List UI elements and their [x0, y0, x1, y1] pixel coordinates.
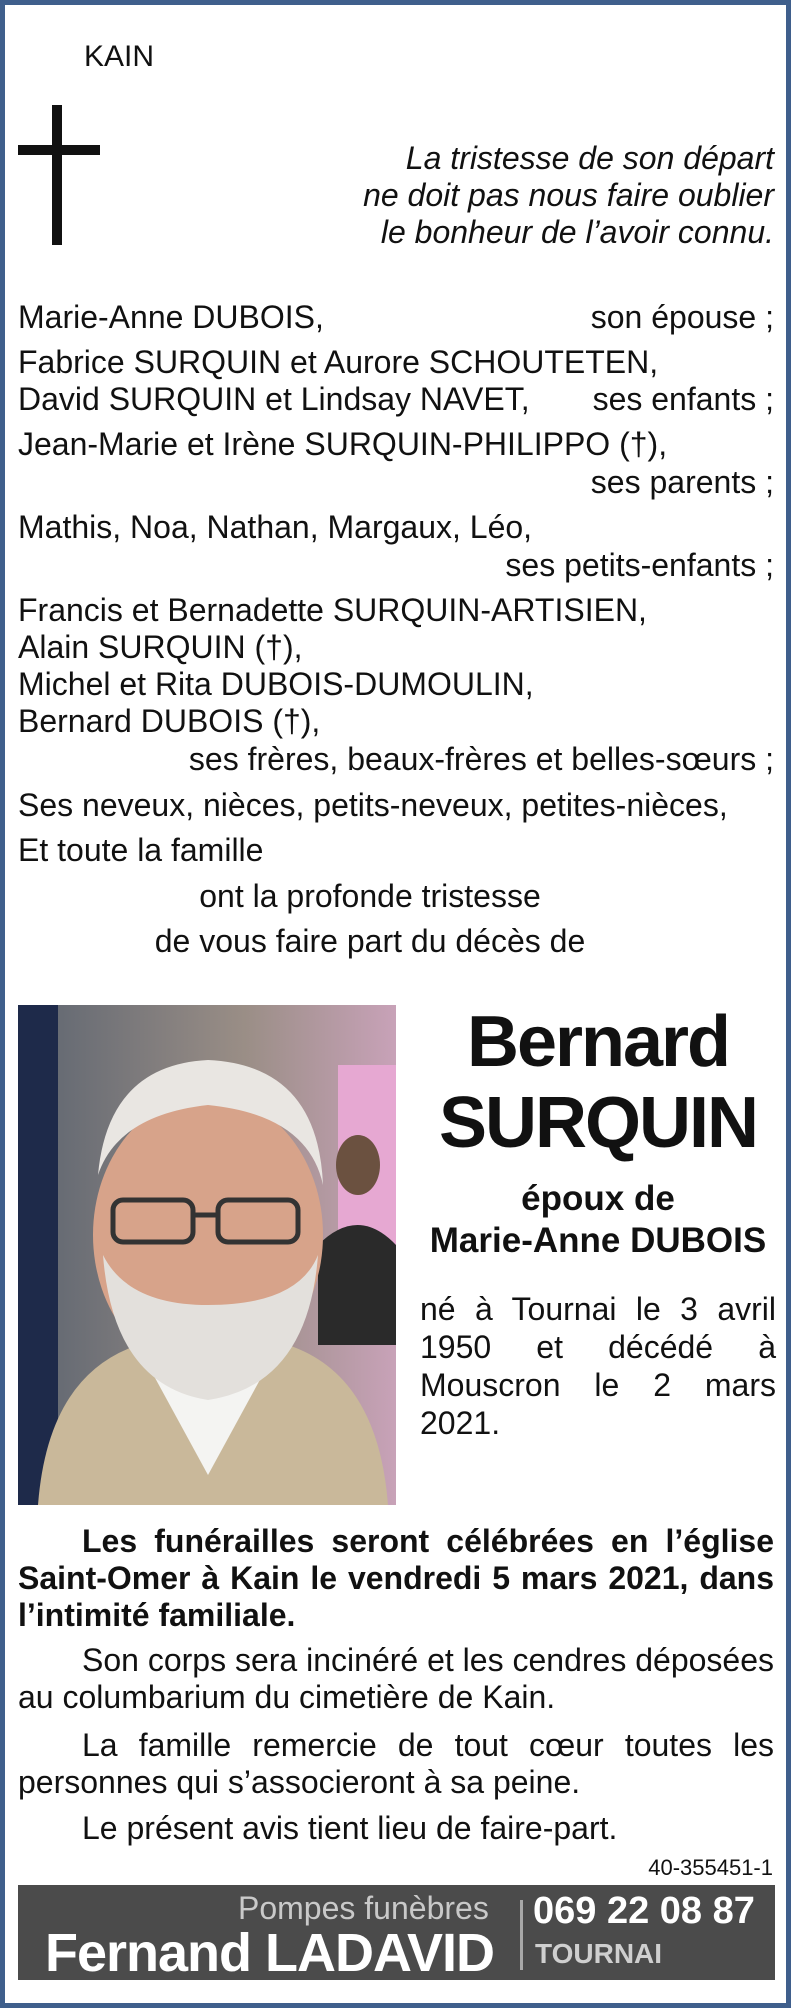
- funeral-home-phone: 069 22 08 87: [533, 1890, 755, 1932]
- grandchildren-names: Mathis, Noa, Nathan, Margaux, Léo,: [18, 509, 533, 545]
- children-line-2: [18, 380, 774, 418]
- announce-line-1: ont la profonde tristesse: [199, 878, 541, 914]
- children-role: ses enfants ;: [592, 381, 774, 417]
- siblings-line-1: Francis et Bernadette SURQUIN-ARTISIEN,: [18, 592, 647, 628]
- cremation-details: Son corps sera incinéré et les cendres déposées au columbarium du cimetière de Kain.: [18, 1642, 774, 1715]
- latin-cross-icon: [52, 105, 62, 245]
- grandchildren-role: ses petits-enfants ;: [505, 547, 774, 583]
- siblings-line-3: Michel et Rita DUBOIS-DUMOULIN,: [18, 666, 534, 702]
- funeral-home-name: Fernand LADAVID: [45, 1923, 495, 1983]
- siblings-line-2: Alain SURQUIN (†),: [18, 629, 303, 665]
- parents-role: ses parents ;: [590, 464, 774, 500]
- reference-number: 40-355451-1: [648, 1855, 773, 1880]
- parents-names: Jean-Marie et Irène SURQUIN-PHILIPPO (†),: [18, 426, 668, 462]
- deceased-first-name: Bernard: [466, 1002, 730, 1082]
- spouse-of-line-1: époux de: [521, 1179, 675, 1218]
- funeral-home-label: Pompes funèbres: [238, 1890, 489, 1926]
- spouse-name: Marie-Anne DUBOIS,: [18, 299, 324, 335]
- deceased-last-name: SURQUIN: [438, 1083, 757, 1163]
- children-line-1: Fabrice SURQUIN et Aurore SCHOUTETEN,: [18, 344, 659, 380]
- announce-line-2: de vous faire part du décès de: [154, 923, 586, 959]
- siblings-line-4: Bernard DUBOIS (†),: [18, 703, 321, 739]
- funeral-details: Les funérailles seront célébrées en l’église Saint-Omer à Kain le vendredi 5 mars 2021, dans l’intimité familiale.: [18, 1523, 774, 1633]
- spouse-line: [18, 298, 774, 336]
- whole-family-line: Et toute la famille: [18, 832, 264, 868]
- portrait-illustration: [18, 1005, 396, 1505]
- footer-divider: [520, 1900, 523, 1970]
- town-label: KAIN: [84, 40, 155, 73]
- siblings-role: ses frères, beaux-frères et belles-sœurs ;: [188, 741, 774, 777]
- children-names: David SURQUIN et Lindsay NAVET,: [18, 381, 530, 417]
- birth-death-text: né à Tournai le 3 avril 1950 et décédé à Mouscron le 2 mars 2021.: [420, 1291, 776, 1441]
- quote-line: La tristesse de son départ: [405, 140, 774, 176]
- spouse-of: [420, 1178, 776, 1262]
- spouse-of-line-2: Marie-Anne DUBOIS: [429, 1221, 767, 1260]
- memorial-quote: [363, 140, 774, 251]
- spouse-role: son épouse ;: [590, 299, 774, 335]
- portrait-photo: [18, 1005, 396, 1505]
- quote-line: ne doit pas nous faire oublier: [363, 177, 774, 213]
- funeral-home-city: TOURNAI: [535, 1938, 663, 1969]
- nephews-line: Ses neveux, nièces, petits-neveux, petites-nièces,: [18, 787, 728, 823]
- thanks-text: La famille remercie de tout cœur toutes les personnes qui s’associeront à sa peine.: [18, 1727, 774, 1800]
- quote-line: le bonheur de l’avoir connu.: [380, 214, 774, 250]
- latin-cross-icon-bar: [18, 145, 100, 155]
- notice-text: Le présent avis tient lieu de faire-part.: [82, 1810, 618, 1846]
